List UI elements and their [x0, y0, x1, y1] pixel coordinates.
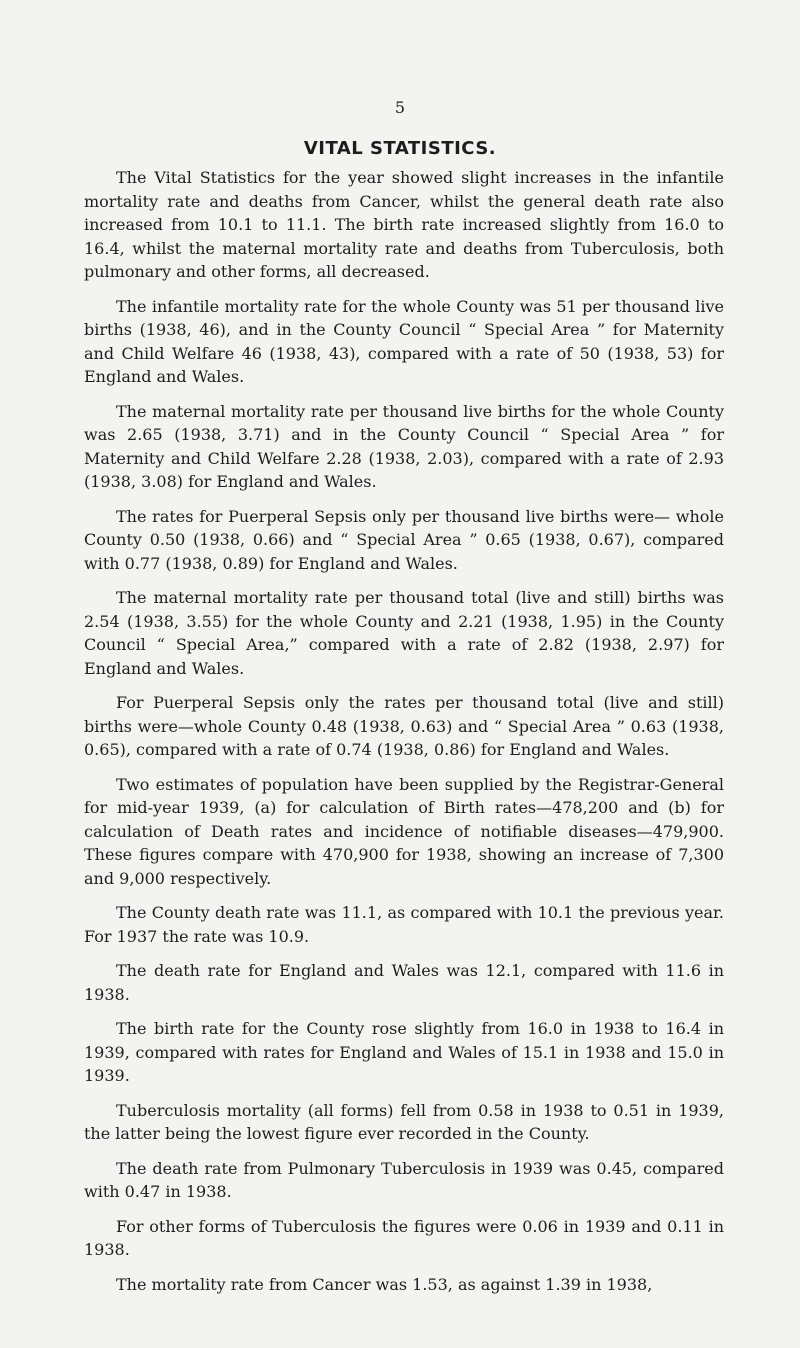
paragraph-pulmonary-tuberculosis: The death rate from Pulmonary Tuberculosis in 1939 was 0.45, compared with 0.47 in 1938. — [84, 1158, 724, 1201]
paragraph-puerperal-sepsis-total: For Puerperal Sepsis only the rates per thousand total (live and still) births were—whole County 0.48 (1938, 0.63) and “ Special Area ” 0.63 (1938, 0.65), compared with a rate of 0.74 (1938, 0.86) for England and Wales. — [84, 693, 724, 759]
paragraph-infantile-mortality: The infantile mortality rate for the whole County was 51 per thousand live births (1938, 46), and in the County Council “ Special Area ” for Maternity and Child Welfare 46 (1938, 43), compared with a rate of 50 (1938, 53) for England and Wales. — [84, 296, 724, 386]
paragraph-birth-rate: The birth rate for the County rose slightly from 16.0 in 1938 to 16.4 in 1939, compared with rates for England and Wales of 15.1 in 1938 and 15.0 in 1939. — [84, 1019, 724, 1085]
paragraph-maternal-mortality-live: The maternal mortality rate per thousand live births for the whole County was 2.65 (1938, 3.71) and in the County Council “ Special Area ” for Maternity and Child Welfare 2.28 (1938, 2.03), compared with a rate of 2.93 (1938, 3.08) for England and Wales. — [84, 401, 724, 491]
paragraph-maternal-mortality-total: The maternal mortality rate per thousand total (live and still) births was 2.54 (1938, 3.55) for the whole County and 2.21 (1938, 1.95) in the County Council “ Special Area,” compared with a rate of 2.82 (1938, 2.97) for England and Wales. — [84, 588, 724, 678]
paragraph-tuberculosis-mortality: Tuberculosis mortality (all forms) fell from 0.58 in 1938 to 0.51 in 1939, the latter being the lowest figure ever recorded in the County. — [84, 1100, 724, 1143]
paragraph-county-death-rate: The County death rate was 11.1, as compared with 10.1 the previous year. For 1937 the rate was 10.9. — [84, 903, 724, 946]
paragraph-population-estimates: Two estimates of population have been supplied by the Registrar-General for mid-year 1939, (a) for calculation of Birth rates—478,200 and (b) for calculation of Death rates and incidence of notifiable diseases—479,900. These figures compare with 470,900 for 1938, showing an increase of 7,300 and 9,000 respectively. — [84, 774, 724, 888]
paragraph-puerperal-sepsis-live: The rates for Puerperal Sepsis only per thousand live births were— whole County 0.50 (1938, 0.66) and “ Special Area ” 0.65 (1938, 0.67), compared with 0.77 (1938, 0.89) for England and Wales. — [84, 506, 724, 573]
paragraph-summary: The Vital Statistics for the year showed slight increases in the infantile mortality rate and deaths from Cancer, whilst the general death rate also increased from 10.1 to 11.1. The birth rate increased slightly from 16.0 to 16.4, whilst the maternal mortality rate and deaths from Tuberculosis, both pulmonary and other forms, all decreased. — [84, 168, 724, 281]
page-title: VITAL STATISTICS. — [303, 138, 497, 159]
paragraph-england-wales-death-rate: The death rate for England and Wales was 12.1, compared with 11.6 in 1938. — [84, 961, 724, 1004]
paragraph-other-tuberculosis: For other forms of Tuberculosis the figures were 0.06 in 1939 and 0.11 in 1938. — [84, 1216, 724, 1259]
paragraph-cancer-mortality: The mortality rate from Cancer was 1.53, as against 1.39 in 1938, — [116, 1274, 653, 1294]
body-text — [84, 166, 724, 1307]
page-number: 5 — [394, 98, 406, 117]
